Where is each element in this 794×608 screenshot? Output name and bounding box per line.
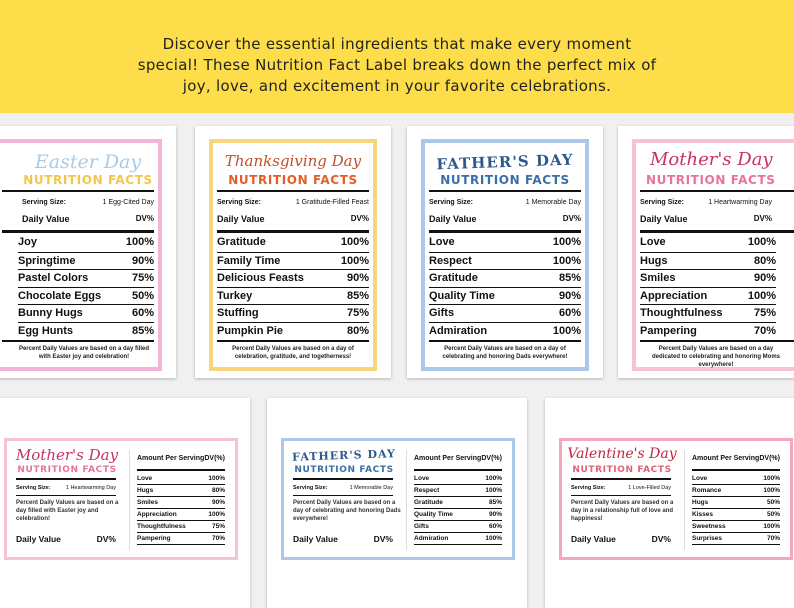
banner-line-2: special! These Nutrition Fact Label breaks down the perfect mix of bbox=[137, 56, 657, 74]
divider bbox=[293, 495, 393, 496]
row-label: Thoughtfulness bbox=[640, 307, 723, 319]
divider bbox=[2, 230, 154, 233]
nutrition-row bbox=[429, 304, 581, 322]
dv-header bbox=[571, 534, 671, 544]
nutrition-row bbox=[217, 287, 369, 305]
row-value: 75% bbox=[131, 272, 154, 284]
row-label: Gratitude bbox=[217, 236, 266, 248]
divider bbox=[571, 495, 671, 496]
nutrition-row bbox=[217, 234, 369, 251]
row-label: Smiles bbox=[137, 499, 158, 506]
fathers-label bbox=[421, 139, 589, 371]
row-label: Gifts bbox=[414, 523, 429, 530]
dv-header-right: DV% bbox=[135, 214, 154, 223]
nutrition-row bbox=[414, 511, 502, 521]
row-value: 100% bbox=[763, 487, 780, 494]
mothers-h-note: Percent Daily Values are based on a day filled with Easter joy and celebration! bbox=[16, 500, 119, 522]
fathers-h-note: Percent Daily Values are based on a day of celebrating and honoring Dads everywhere! bbox=[293, 500, 401, 522]
nutrition-row bbox=[429, 269, 581, 287]
serving-value: 1 Egg-Cited Day bbox=[102, 199, 154, 206]
divider bbox=[429, 190, 581, 192]
nutrition-row bbox=[137, 487, 225, 497]
row-value: 100% bbox=[208, 511, 225, 518]
valentine-h-note: Percent Daily Values are based on a day in a relationship full of love and happiness! bbox=[571, 500, 674, 522]
nutrition-row bbox=[137, 523, 225, 533]
row-label: Egg Hunts bbox=[18, 324, 73, 337]
banner-line-3: joy, love, and excitement in your favorite celebrations. bbox=[182, 77, 612, 95]
nutrition-row bbox=[692, 511, 780, 521]
easter-footer: Percent Daily Values are based on a day filled with Easter joy and celebration! bbox=[18, 346, 150, 360]
fathers-footer: Percent Daily Values are based on a day of celebrating and honoring Dads everywhere! bbox=[442, 346, 568, 360]
divider bbox=[406, 450, 407, 550]
row-value: 100% bbox=[747, 289, 776, 302]
row-label: Romance bbox=[692, 487, 722, 494]
divider bbox=[429, 340, 581, 342]
easter-subtitle: NUTRITION FACTS bbox=[23, 173, 153, 187]
nutrition-row bbox=[18, 252, 154, 270]
row-label: Thoughtfulness bbox=[137, 523, 186, 530]
row-label: Admiration bbox=[414, 535, 449, 542]
nutrition-row bbox=[640, 304, 776, 322]
divider bbox=[16, 478, 116, 480]
row-label: Respect bbox=[414, 487, 440, 494]
thanksgiving-label bbox=[209, 139, 377, 371]
row-value: 100% bbox=[552, 236, 581, 248]
row-value: 100% bbox=[208, 475, 225, 482]
nutrition-row bbox=[640, 234, 776, 251]
mothers-h-subtitle: NUTRITION FACTS bbox=[17, 465, 117, 475]
nutrition-row bbox=[640, 322, 776, 340]
serving-value: 1 Love-Filled Day bbox=[628, 485, 671, 491]
dv-percent: DV% bbox=[96, 534, 116, 544]
row-label: Gratitude bbox=[429, 272, 478, 284]
serving-label: Serving Size: bbox=[640, 199, 684, 206]
easter-title: Easter Day bbox=[34, 151, 142, 173]
valentine-horizontal-card bbox=[545, 398, 794, 608]
amount-dv: DV(%) bbox=[759, 455, 780, 462]
nutrition-row bbox=[414, 487, 502, 497]
serving-label: Serving Size: bbox=[16, 485, 51, 491]
row-label: Admiration bbox=[429, 324, 488, 337]
banner-description bbox=[0, 34, 794, 97]
row-label: Joy bbox=[18, 236, 37, 248]
thanksgiving-title: Thanksgiving Day bbox=[224, 152, 362, 170]
row-value: 60% bbox=[558, 307, 581, 319]
row-label: Delicious Feasts bbox=[217, 272, 304, 284]
amount-header bbox=[692, 455, 780, 462]
row-label: Stuffing bbox=[217, 307, 259, 319]
row-value: 90% bbox=[488, 511, 502, 518]
row-label: Respect bbox=[429, 254, 472, 267]
row-value: 50% bbox=[766, 499, 780, 506]
row-label: Love bbox=[640, 236, 666, 248]
amount-dv: DV(%) bbox=[481, 455, 502, 462]
row-value: 70% bbox=[211, 535, 225, 542]
row-value: 70% bbox=[753, 324, 776, 337]
dv-header-right: DV% bbox=[562, 214, 581, 223]
serving-label: Serving Size: bbox=[571, 485, 606, 491]
row-value: 90% bbox=[753, 272, 776, 284]
nutrition-row bbox=[18, 287, 154, 305]
row-value: 80% bbox=[211, 487, 225, 494]
row-label: Smiles bbox=[640, 272, 676, 284]
divider bbox=[692, 469, 780, 471]
row-label: Appreciation bbox=[137, 511, 177, 518]
divider bbox=[217, 340, 369, 342]
nutrition-row bbox=[414, 535, 502, 545]
fathers-horizontal-label bbox=[281, 438, 515, 560]
row-value: 100% bbox=[340, 254, 369, 267]
row-label: Pampering bbox=[137, 535, 171, 542]
row-label: Quality Time bbox=[429, 289, 495, 302]
nutrition-row bbox=[414, 475, 502, 485]
row-label: Pampering bbox=[640, 324, 697, 337]
row-value: 90% bbox=[211, 499, 225, 506]
valentine-h-subtitle: NUTRITION FACTS bbox=[572, 465, 672, 475]
mothers-card bbox=[618, 126, 794, 378]
nutrition-row bbox=[414, 499, 502, 509]
nutrition-row bbox=[640, 269, 776, 287]
serving-value: 1 Heartwarming Day bbox=[708, 199, 772, 206]
row-label: Pastel Colors bbox=[18, 272, 89, 284]
row-label: Love bbox=[137, 475, 153, 482]
divider bbox=[640, 230, 794, 233]
divider bbox=[429, 230, 581, 233]
row-label: Appreciation bbox=[640, 289, 708, 302]
dv-percent: DV% bbox=[651, 534, 671, 544]
divider bbox=[640, 340, 794, 342]
row-value: 100% bbox=[485, 487, 502, 494]
mothers-h-title: Mother's Day bbox=[15, 446, 119, 464]
row-label: Pumpkin Pie bbox=[217, 324, 284, 337]
amount-header bbox=[414, 455, 502, 462]
serving-size bbox=[293, 485, 393, 491]
row-label: Love bbox=[414, 475, 430, 482]
nutrition-row bbox=[640, 252, 776, 270]
row-label: Hugs bbox=[137, 487, 154, 494]
divider bbox=[16, 495, 116, 496]
row-label: Gratitude bbox=[414, 499, 443, 506]
serving-label: Serving Size: bbox=[293, 485, 328, 491]
nutrition-row bbox=[429, 234, 581, 251]
row-value: 75% bbox=[346, 307, 369, 319]
dv-header-left: Daily Value bbox=[429, 214, 477, 224]
row-label: Turkey bbox=[217, 289, 253, 302]
row-value: 100% bbox=[552, 254, 581, 267]
divider bbox=[293, 478, 393, 480]
fathers-title: FATHER'S DAY bbox=[436, 150, 574, 174]
banner-line-1: Discover the essential ingredients that make every moment bbox=[162, 35, 632, 53]
fathers-horizontal-card bbox=[267, 398, 527, 608]
serving-value: 1 Memorable Day bbox=[349, 485, 393, 491]
fathers-h-title: FATHER'S DAY bbox=[291, 447, 397, 464]
row-value: 85% bbox=[558, 272, 581, 284]
amount-label: Amount Per Serving bbox=[692, 455, 760, 462]
row-label: Love bbox=[692, 475, 708, 482]
row-value: 80% bbox=[346, 324, 369, 337]
serving-label: Serving Size: bbox=[217, 199, 261, 206]
serving-value: 1 Heartwarming Day bbox=[65, 485, 116, 491]
serving-value: 1 Memorable Day bbox=[525, 199, 581, 206]
row-value: 70% bbox=[766, 535, 780, 542]
nutrition-row bbox=[692, 523, 780, 533]
thanksgiving-footer: Percent Daily Values are based on a day of celebration, gratitude, and togetherness! bbox=[232, 346, 354, 360]
amount-header bbox=[137, 455, 225, 462]
divider bbox=[2, 340, 154, 342]
nutrition-row bbox=[692, 475, 780, 485]
row-value: 100% bbox=[747, 236, 776, 248]
row-label: Chocolate Eggs bbox=[18, 289, 102, 302]
nutrition-row bbox=[217, 269, 369, 287]
nutrition-row bbox=[692, 487, 780, 497]
mothers-horizontal-card bbox=[0, 398, 250, 608]
easter-label bbox=[0, 139, 162, 371]
nutrition-row bbox=[217, 252, 369, 270]
row-value: 75% bbox=[211, 523, 225, 530]
nutrition-row bbox=[640, 287, 776, 305]
mothers-label bbox=[632, 139, 794, 371]
row-value: 90% bbox=[346, 272, 369, 284]
row-value: 60% bbox=[488, 523, 502, 530]
row-value: 100% bbox=[340, 236, 369, 248]
nutrition-row bbox=[18, 322, 154, 340]
easter-card bbox=[0, 126, 176, 378]
row-value: 75% bbox=[753, 307, 776, 319]
dv-header-right: DV% bbox=[753, 214, 772, 223]
divider bbox=[129, 450, 130, 550]
row-label: Quality Time bbox=[414, 511, 453, 518]
fathers-subtitle: NUTRITION FACTS bbox=[440, 173, 570, 187]
row-value: 100% bbox=[485, 475, 502, 482]
row-label: Hugs bbox=[640, 254, 668, 267]
row-value: 100% bbox=[763, 523, 780, 530]
nutrition-row bbox=[137, 475, 225, 485]
nutrition-row bbox=[692, 499, 780, 509]
mothers-footer: Percent Daily Values are based on a day dedicated to celebrating and honoring Moms everywhere! bbox=[651, 346, 780, 368]
nutrition-row bbox=[692, 535, 780, 545]
header-banner bbox=[0, 0, 794, 113]
serving-label: Serving Size: bbox=[429, 199, 473, 206]
row-value: 50% bbox=[766, 511, 780, 518]
row-label: Kisses bbox=[692, 511, 713, 518]
dv-header bbox=[293, 534, 393, 544]
row-label: Family Time bbox=[217, 254, 281, 267]
dv-header-left: Daily Value bbox=[640, 214, 688, 224]
nutrition-row bbox=[217, 322, 369, 340]
mothers-title: Mother's Day bbox=[650, 149, 773, 170]
divider bbox=[217, 230, 369, 233]
amount-label: Amount Per Serving bbox=[414, 455, 482, 462]
nutrition-row bbox=[18, 234, 154, 251]
nutrition-row bbox=[18, 269, 154, 287]
nutrition-row bbox=[429, 252, 581, 270]
row-value: 90% bbox=[131, 254, 154, 267]
valentine-h-title: Valentine's Day bbox=[567, 446, 677, 462]
dv-header-right: DV% bbox=[350, 214, 369, 223]
divider bbox=[640, 190, 794, 192]
divider bbox=[2, 190, 154, 192]
row-label: Hugs bbox=[692, 499, 709, 506]
row-value: 100% bbox=[125, 236, 154, 248]
row-label: Surprises bbox=[692, 535, 722, 542]
nutrition-row bbox=[414, 523, 502, 533]
amount-dv: DV(%) bbox=[204, 455, 225, 462]
dv-label: Daily Value bbox=[16, 534, 61, 544]
fathers-card bbox=[407, 126, 603, 378]
nutrition-row bbox=[137, 511, 225, 521]
row-value: 80% bbox=[753, 254, 776, 267]
row-label: Gifts bbox=[429, 307, 455, 319]
nutrition-row bbox=[217, 304, 369, 322]
serving-size bbox=[571, 485, 671, 491]
serving-label: Serving Size: bbox=[22, 199, 66, 206]
divider bbox=[217, 190, 369, 192]
divider bbox=[571, 478, 671, 480]
fathers-h-subtitle: NUTRITION FACTS bbox=[294, 465, 394, 475]
mothers-subtitle: NUTRITION FACTS bbox=[646, 173, 776, 187]
nutrition-row bbox=[18, 304, 154, 322]
amount-label: Amount Per Serving bbox=[137, 455, 205, 462]
row-value: 85% bbox=[488, 499, 502, 506]
nutrition-row bbox=[429, 322, 581, 340]
row-label: Springtime bbox=[18, 254, 76, 267]
thanksgiving-card bbox=[195, 126, 391, 378]
divider bbox=[684, 450, 685, 550]
row-value: 90% bbox=[558, 289, 581, 302]
serving-size bbox=[16, 485, 116, 491]
row-value: 60% bbox=[131, 307, 154, 319]
row-label: Sweetness bbox=[692, 523, 726, 530]
thanksgiving-subtitle: NUTRITION FACTS bbox=[228, 173, 358, 187]
serving-value: 1 Gratitude-Filled Feast bbox=[295, 199, 369, 206]
row-value: 85% bbox=[131, 324, 154, 337]
row-value: 50% bbox=[131, 289, 154, 302]
mothers-horizontal-label bbox=[4, 438, 238, 560]
dv-header-left: Daily Value bbox=[22, 214, 70, 224]
row-label: Bunny Hugs bbox=[18, 307, 83, 319]
row-value: 85% bbox=[346, 289, 369, 302]
row-value: 100% bbox=[485, 535, 502, 542]
nutrition-row bbox=[137, 499, 225, 509]
dv-header-left: Daily Value bbox=[217, 214, 265, 224]
row-value: 100% bbox=[763, 475, 780, 482]
dv-label: Daily Value bbox=[293, 534, 338, 544]
dv-label: Daily Value bbox=[571, 534, 616, 544]
dv-percent: DV% bbox=[373, 534, 393, 544]
row-value: 100% bbox=[552, 324, 581, 337]
divider bbox=[414, 469, 502, 471]
nutrition-row bbox=[137, 535, 225, 545]
divider bbox=[137, 469, 225, 471]
nutrition-row bbox=[429, 287, 581, 305]
valentine-horizontal-label bbox=[559, 438, 793, 560]
dv-header bbox=[16, 534, 116, 544]
row-label: Love bbox=[429, 236, 455, 248]
